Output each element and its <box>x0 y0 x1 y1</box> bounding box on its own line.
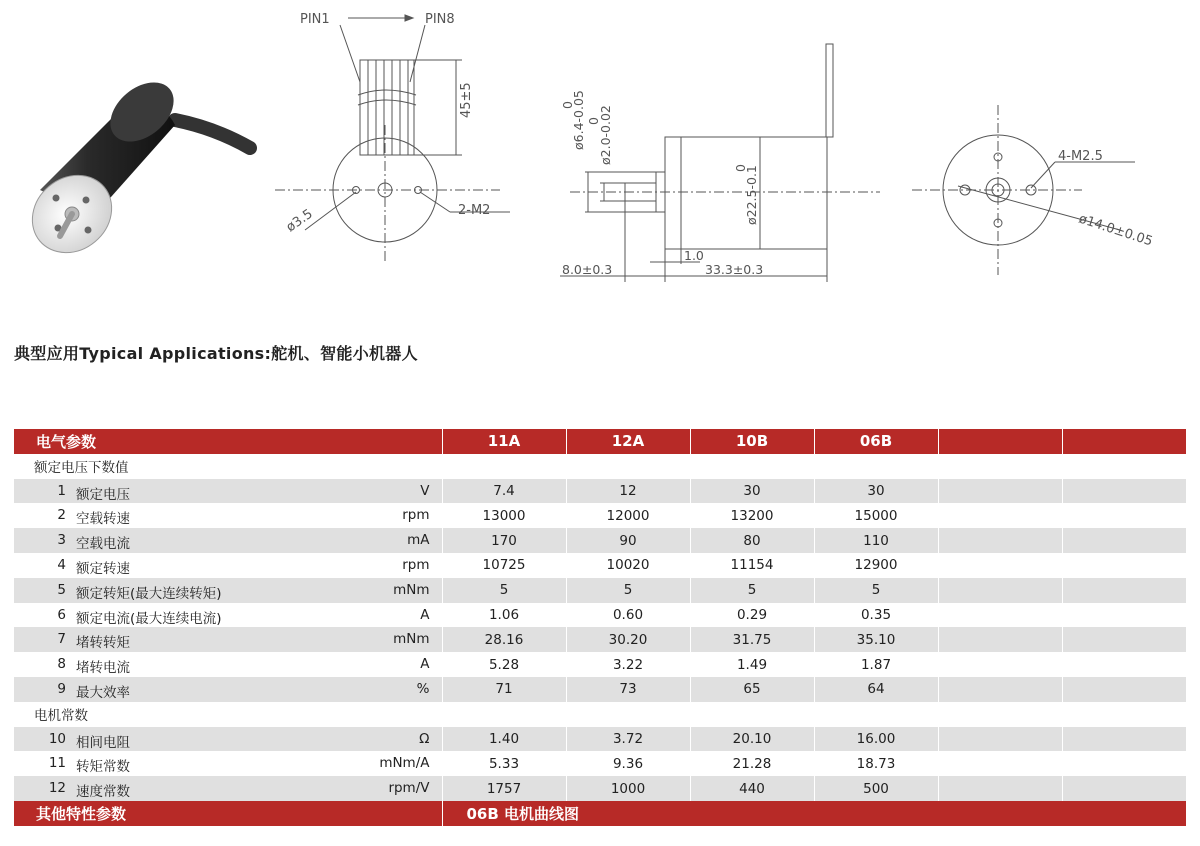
pcd-dim: ø14.0±0.05 <box>1076 211 1155 250</box>
header-model-10b: 10B <box>690 429 814 454</box>
lead-length-dim: 45±5 <box>459 82 474 118</box>
param-name: 额定转速 <box>76 560 130 577</box>
param-label-cell <box>14 503 442 528</box>
value-cell: 35.10 <box>814 627 938 652</box>
boss-dia-dim: ø2.0-0.02 <box>598 105 613 165</box>
front-screw-spec: 2-M2 <box>458 203 491 218</box>
technical-drawings <box>0 0 1200 300</box>
table-row <box>14 503 1186 528</box>
value-cell <box>938 553 1062 578</box>
header-model-12a: 12A <box>566 429 690 454</box>
param-label-cell <box>14 751 442 776</box>
value-cell: 30 <box>814 479 938 504</box>
param-label-cell <box>14 627 442 652</box>
param-unit: mA <box>407 532 430 549</box>
param-unit: % <box>416 680 430 697</box>
table-header-row <box>14 429 1186 454</box>
table-row <box>14 528 1186 553</box>
value-cell: 5 <box>690 578 814 603</box>
value-cell <box>938 776 1062 801</box>
value-cell: 0.29 <box>690 603 814 628</box>
body-length-dim: 33.3±0.3 <box>705 262 764 277</box>
param-name: 空载电流 <box>76 536 130 553</box>
table-row <box>14 553 1186 578</box>
header-model-06b: 06B <box>814 429 938 454</box>
value-cell: 0.60 <box>566 603 690 628</box>
value-cell: 1.49 <box>690 652 814 677</box>
group-constants-label: 电机常数 <box>14 702 1186 727</box>
param-name: 额定转矩(最大连续转矩) <box>76 585 222 602</box>
spec-table <box>14 429 1187 826</box>
pin-start-label: PIN1 <box>300 12 330 27</box>
value-cell <box>938 751 1062 776</box>
value-cell: 15000 <box>814 503 938 528</box>
param-unit: rpm <box>402 556 430 573</box>
param-name: 额定电流(最大连续电流) <box>76 610 222 627</box>
value-cell <box>938 727 1062 752</box>
value-cell: 1000 <box>566 776 690 801</box>
rear-screw-spec: 4-M2.5 <box>1058 149 1103 164</box>
value-cell <box>938 578 1062 603</box>
param-name: 转矩常数 <box>76 759 130 776</box>
param-number: 10 <box>48 730 66 747</box>
param-number: 6 <box>57 606 66 623</box>
table-row <box>14 727 1186 752</box>
header-electrical-params: 电气参数 <box>14 429 442 454</box>
rear-view-drawing <box>912 105 1135 275</box>
value-cell <box>1062 578 1186 603</box>
value-cell: 5.28 <box>442 652 566 677</box>
param-unit: rpm/V <box>388 780 430 797</box>
value-cell: 5 <box>566 578 690 603</box>
param-number: 8 <box>57 656 66 673</box>
table-row <box>14 578 1186 603</box>
header-empty-col <box>1062 429 1186 454</box>
param-label-cell <box>14 727 442 752</box>
value-cell: 28.16 <box>442 627 566 652</box>
shaft-length-dim: 8.0±0.3 <box>562 262 613 277</box>
param-unit: mNm <box>393 581 430 598</box>
value-cell: 20.10 <box>690 727 814 752</box>
value-cell: 3.22 <box>566 652 690 677</box>
value-cell <box>1062 751 1186 776</box>
value-cell <box>1062 627 1186 652</box>
value-cell <box>1062 553 1186 578</box>
param-label-cell <box>14 776 442 801</box>
param-number: 11 <box>48 755 66 772</box>
param-number: 1 <box>57 482 66 499</box>
value-cell: 9.36 <box>566 751 690 776</box>
table-footer-row <box>14 801 1186 826</box>
param-label-cell <box>14 479 442 504</box>
value-cell: 3.72 <box>566 727 690 752</box>
body-dia-upper: 0 <box>733 164 748 172</box>
value-cell: 110 <box>814 528 938 553</box>
value-cell: 11154 <box>690 553 814 578</box>
value-cell: 5 <box>814 578 938 603</box>
value-cell: 1757 <box>442 776 566 801</box>
table-row <box>14 479 1186 504</box>
hole-dia-dim: ø3.5 <box>283 206 316 236</box>
param-number: 2 <box>57 507 66 524</box>
param-number: 3 <box>57 532 66 549</box>
value-cell: 18.73 <box>814 751 938 776</box>
value-cell <box>938 652 1062 677</box>
value-cell: 10725 <box>442 553 566 578</box>
value-cell: 13200 <box>690 503 814 528</box>
header-model-11a: 11A <box>442 429 566 454</box>
value-cell <box>938 677 1062 702</box>
param-unit: mNm/A <box>379 755 430 772</box>
value-cell: 5.33 <box>442 751 566 776</box>
table-row <box>14 627 1186 652</box>
body-dia-dim: ø22.5-0.1 <box>744 165 759 225</box>
group-header-constants <box>14 702 1186 727</box>
param-number: 12 <box>48 780 66 797</box>
value-cell: 21.28 <box>690 751 814 776</box>
typical-applications: 典型应用Typical Applications:舵机、智能小机器人 <box>14 344 418 363</box>
value-cell: 30 <box>690 479 814 504</box>
param-name: 速度常数 <box>76 784 130 801</box>
value-cell: 7.4 <box>442 479 566 504</box>
param-unit: A <box>420 656 430 673</box>
table-row <box>14 677 1186 702</box>
value-cell: 64 <box>814 677 938 702</box>
other-characteristics-label: 其他特性参数 <box>14 801 442 826</box>
value-cell <box>938 503 1062 528</box>
param-label-cell <box>14 578 442 603</box>
group-rated-label: 额定电压下数值 <box>14 454 1186 479</box>
param-unit: Ω <box>419 730 430 747</box>
value-cell: 13000 <box>442 503 566 528</box>
value-cell <box>1062 603 1186 628</box>
value-cell: 71 <box>442 677 566 702</box>
param-label-cell <box>14 677 442 702</box>
rated-values-section <box>14 479 1186 702</box>
value-cell: 1.87 <box>814 652 938 677</box>
table-row <box>14 751 1186 776</box>
header-empty-col <box>938 429 1062 454</box>
param-name: 最大效率 <box>76 684 130 701</box>
param-number: 5 <box>57 581 66 598</box>
motor-photo <box>17 70 250 268</box>
value-cell <box>1062 727 1186 752</box>
pin-end-label: PIN8 <box>425 12 455 27</box>
value-cell <box>1062 503 1186 528</box>
param-name: 额定电压 <box>76 486 130 503</box>
value-cell <box>1062 677 1186 702</box>
value-cell: 16.00 <box>814 727 938 752</box>
param-unit: A <box>420 606 430 623</box>
shaft-dia-dim: ø6.4-0.05 <box>571 90 586 150</box>
param-number: 4 <box>57 556 66 573</box>
value-cell: 12900 <box>814 553 938 578</box>
value-cell <box>1062 652 1186 677</box>
param-number: 9 <box>57 680 66 697</box>
value-cell <box>1062 776 1186 801</box>
value-cell: 90 <box>566 528 690 553</box>
value-cell <box>938 627 1062 652</box>
value-cell <box>938 528 1062 553</box>
value-cell: 1.40 <box>442 727 566 752</box>
param-unit: rpm <box>402 507 430 524</box>
value-cell: 170 <box>442 528 566 553</box>
param-label-cell <box>14 652 442 677</box>
value-cell: 10020 <box>566 553 690 578</box>
flange-dim: 1.0 <box>684 248 704 263</box>
param-label-cell <box>14 553 442 578</box>
value-cell: 65 <box>690 677 814 702</box>
shaft-dia-upper: 0 <box>560 101 575 109</box>
front-view-drawing <box>275 15 510 262</box>
param-label-cell <box>14 603 442 628</box>
table-row <box>14 652 1186 677</box>
param-name: 空载转速 <box>76 511 130 528</box>
value-cell <box>1062 528 1186 553</box>
value-cell: 31.75 <box>690 627 814 652</box>
value-cell: 1.06 <box>442 603 566 628</box>
value-cell: 30.20 <box>566 627 690 652</box>
param-number: 7 <box>57 631 66 648</box>
motor-constants-section <box>14 727 1186 801</box>
value-cell: 500 <box>814 776 938 801</box>
table-row <box>14 603 1186 628</box>
param-name: 堵转转矩 <box>76 635 130 652</box>
boss-dia-upper: 0 <box>586 117 601 125</box>
value-cell: 440 <box>690 776 814 801</box>
value-cell: 12000 <box>566 503 690 528</box>
curve-chart-title: 06B 电机曲线图 <box>442 801 1186 826</box>
param-label-cell <box>14 528 442 553</box>
value-cell: 5 <box>442 578 566 603</box>
value-cell: 80 <box>690 528 814 553</box>
param-name: 堵转电流 <box>76 660 130 677</box>
value-cell: 0.35 <box>814 603 938 628</box>
value-cell <box>938 603 1062 628</box>
value-cell <box>938 479 1062 504</box>
param-unit: mNm <box>393 631 430 648</box>
param-unit: V <box>420 482 430 499</box>
table-row <box>14 776 1186 801</box>
param-name: 相间电阻 <box>76 734 130 751</box>
value-cell: 12 <box>566 479 690 504</box>
value-cell: 73 <box>566 677 690 702</box>
value-cell <box>1062 479 1186 504</box>
group-header-rated <box>14 454 1186 479</box>
